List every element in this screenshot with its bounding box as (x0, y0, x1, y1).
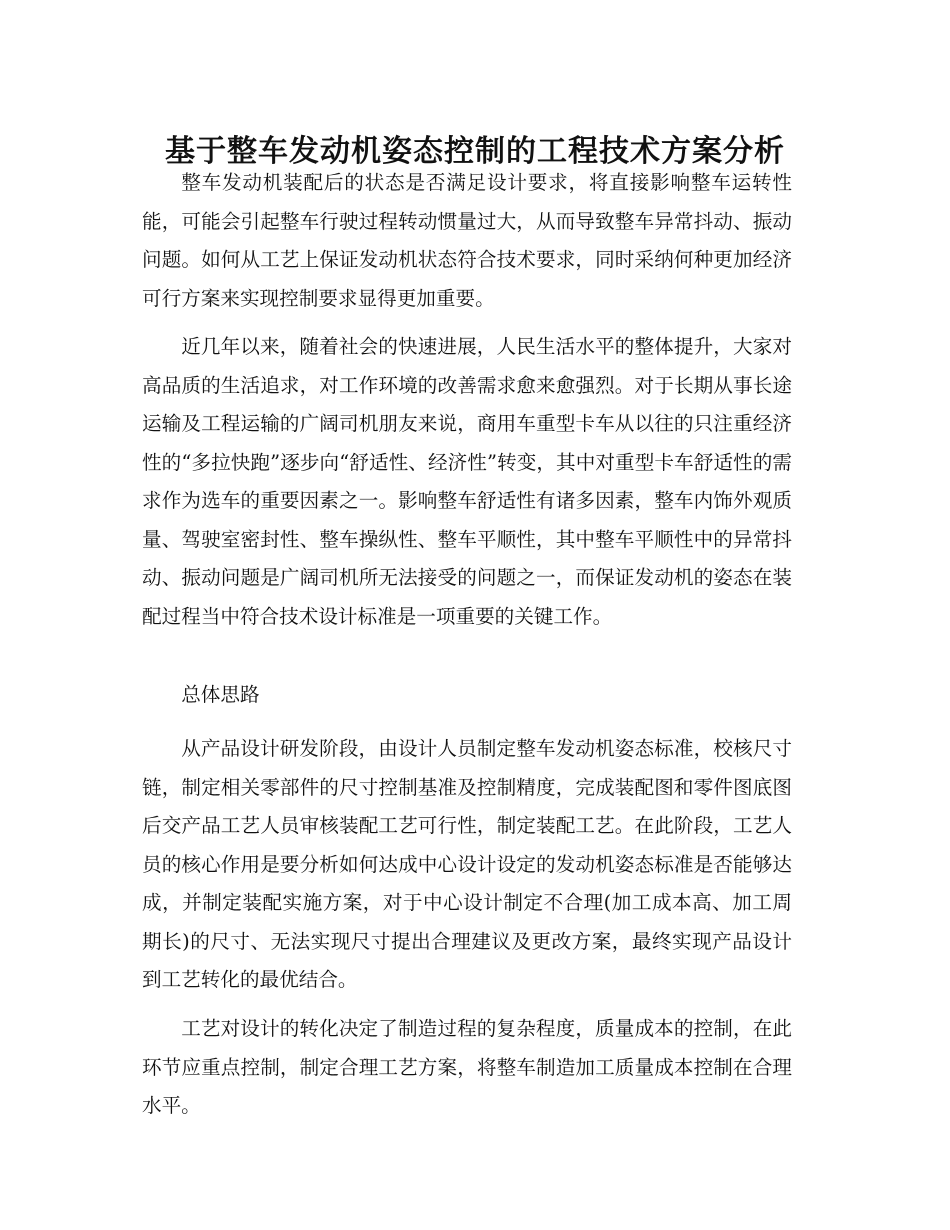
paragraph-intro: 整车发动机装配后的状态是否满足设计要求，将直接影响整车运转性能，可能会引起整车行驶过程转动惯量过大，从而导致整车异常抖动、振动问题。如何从工艺上保证发动机状态符合技术要求，同时采纳何种更加经济可行方案来实现控制要求显得更加重要。 (142, 171, 792, 310)
paragraph-process-conversion: 工艺对设计的转化决定了制造过程的复杂程度，质量成本的控制，在此环节应重点控制，制定合理工艺方案，将整车制造加工质量成本控制在合理水平。 (142, 1017, 792, 1117)
document-title: 基于整车发动机姿态控制的工程技术方案分析 (165, 134, 785, 170)
section-heading: 总体思路 (181, 683, 260, 706)
paragraph-background: 近几年以来，随着社会的快速进展，人民生活水平的整体提升，大家对高品质的生活追求，对工作环境的改善需求愈来愈强烈。对于长期从事长途运输及工程运输的广阔司机朋友来说，商用车重型卡车从以往的只注重经济性的“多拉快跑”逐步向“舒适性、经济性”转变，其中对重型卡车舒适性的需求作为选车的重要因素之一。影响整车舒适性有诸多因素，整车内饰外观质量、驾驶室密封性、整车操纵性、整车平顺性，其中整车平顺性中的异常抖动、振动问题是广阔司机所无法接受的问题之一，而保证发动机的姿态在装配过程当中符合技术设计标准是一项重要的关键工作。 (142, 335, 792, 628)
paragraph-design-stage: 从产品设计研发阶段，由设计人员制定整车发动机姿态标准，校核尺寸链，制定相关零部件的尺寸控制基准及控制精度，完成装配图和零件图底图后交产品工艺人员审核装配工艺可行性，制定装配工艺。在此阶段，工艺人员的核心作用是要分析如何达成中心设计设定的发动机姿态标准是否能够达成，并制定装配实施方案，对于中心设计制定不合理(加工成本高、加工周期长)的尺寸、无法实现尺寸提出合理建议及更改方案，最终实现产品设计到工艺转化的最优结合。 (142, 737, 792, 991)
